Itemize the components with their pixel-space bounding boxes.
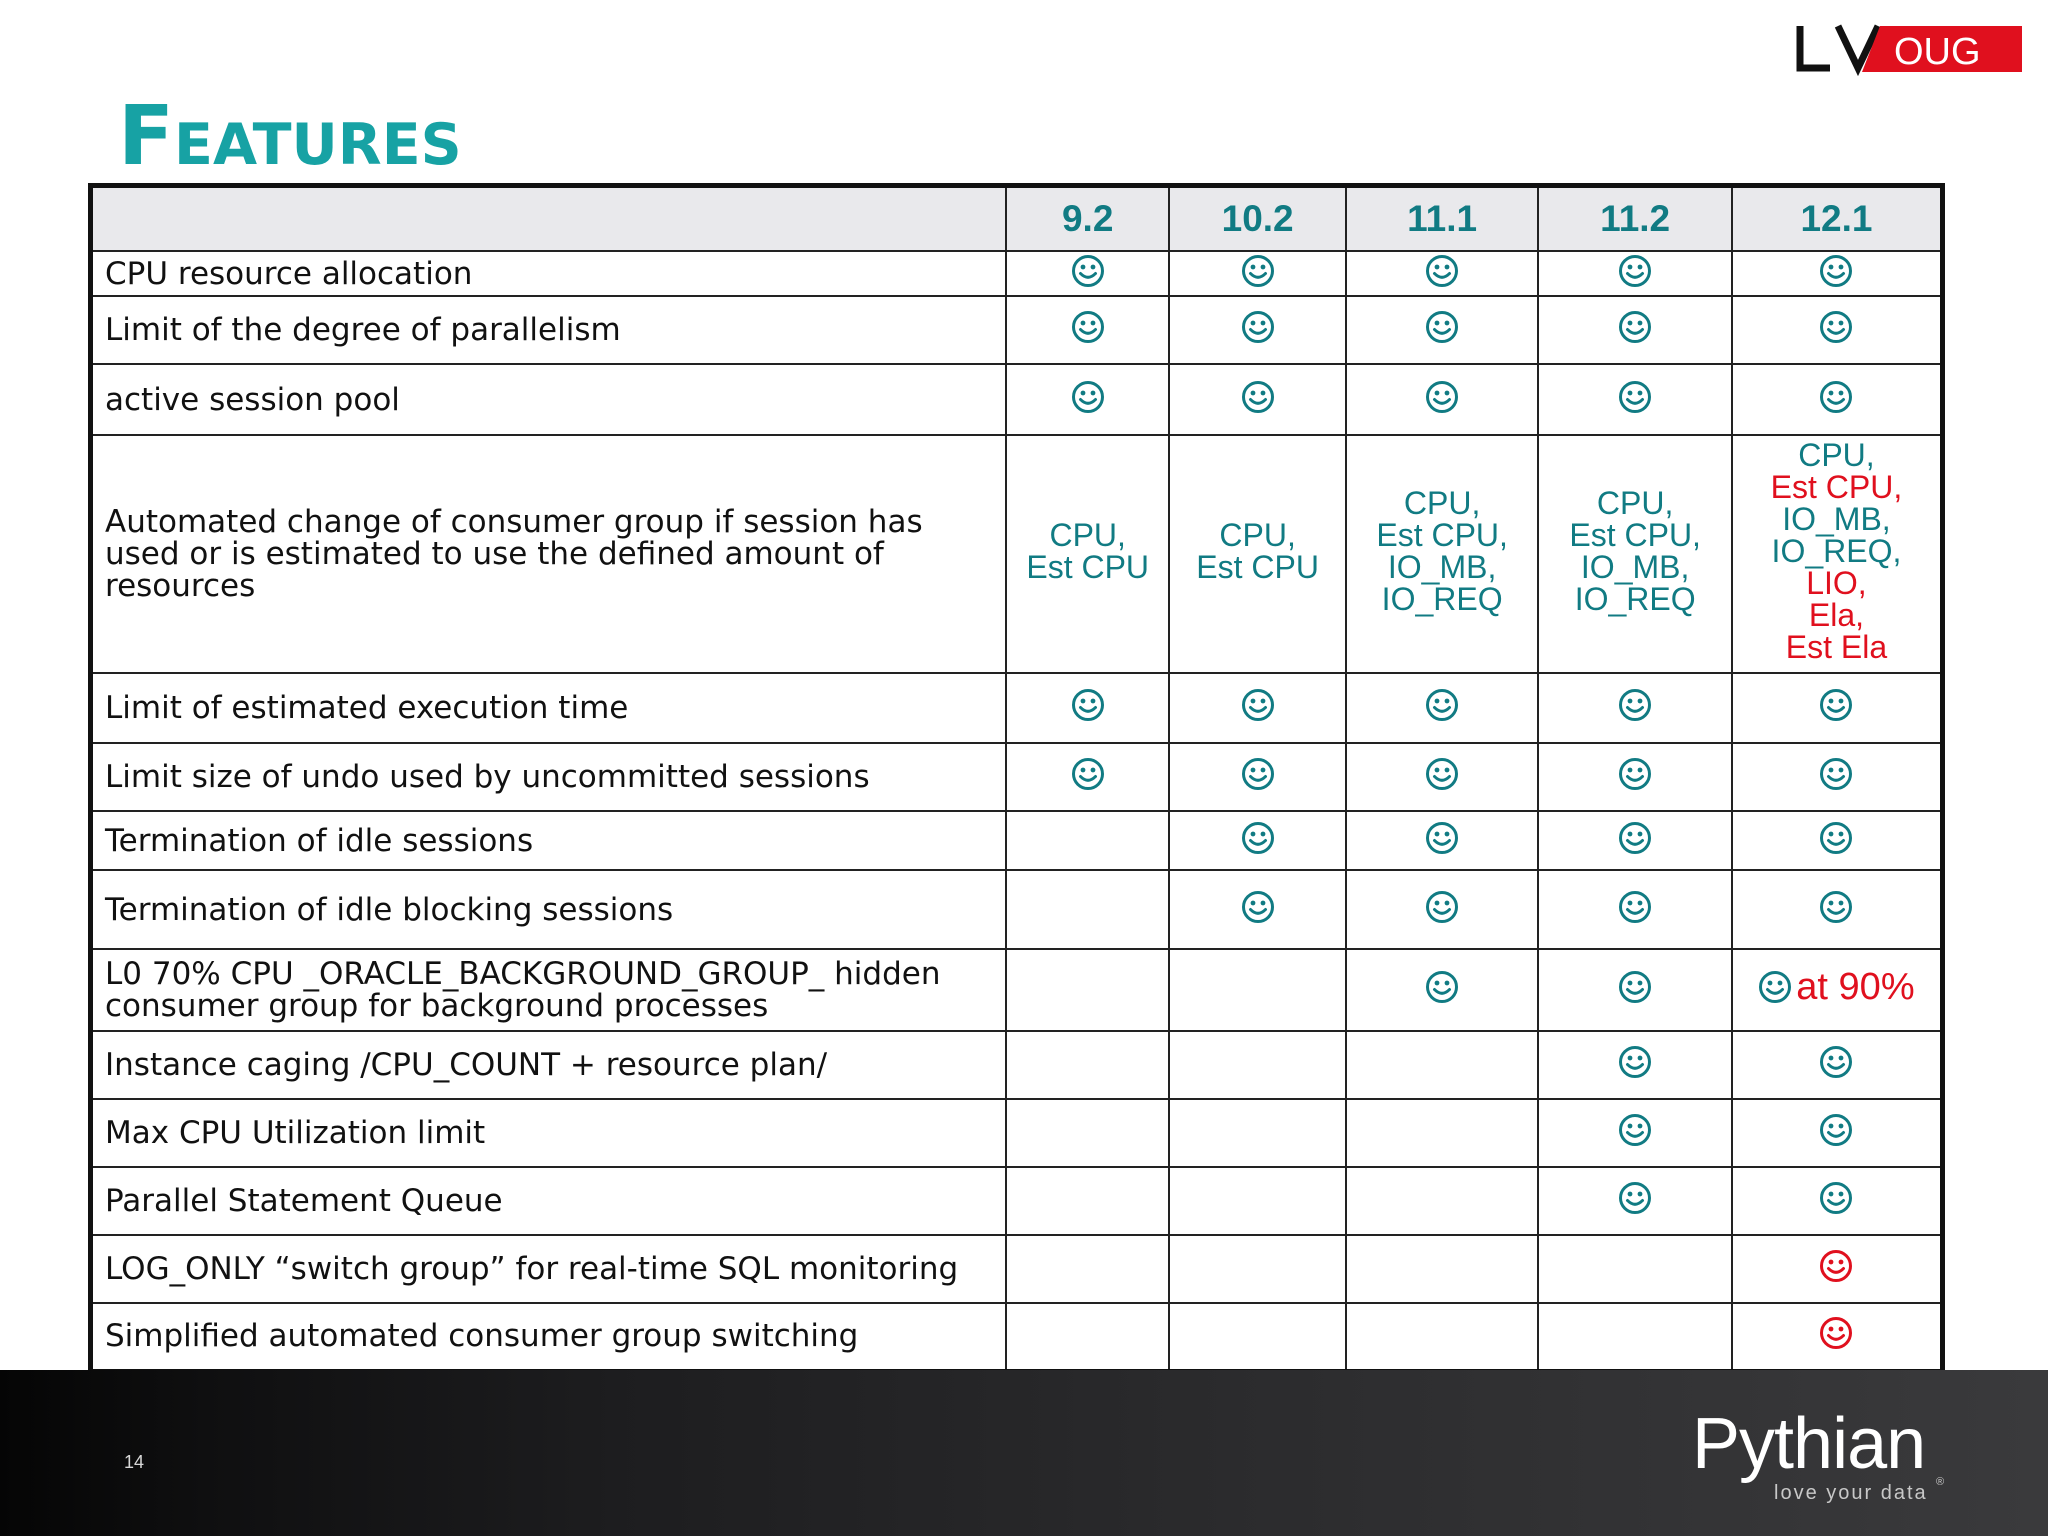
smiley-icon [1241,890,1275,924]
version-header: 9.2 [1006,186,1169,252]
cell-text: CPU, Est CPU [1196,517,1319,585]
cell-text: CPU, Est CPU, IO_MB, IO_REQ [1569,485,1701,617]
version-cell [1538,1099,1732,1167]
smiley-icon [1425,821,1459,855]
smiley-icon [1425,310,1459,344]
version-cell [1732,296,1943,364]
version-cell [1732,1235,1943,1303]
smiley-icon [1618,1045,1652,1079]
version-cell [1732,1031,1943,1099]
table-row [91,1167,1943,1235]
table-row [91,811,1943,870]
version-cell [1346,1099,1539,1167]
version-cell [1538,296,1732,364]
version-cell [1169,1167,1345,1235]
smiley-icon [1819,821,1853,855]
pythian-tagline: love your data [1774,1482,1928,1504]
smiley-icon [1618,254,1652,288]
version-cell [1538,949,1732,1031]
version-cell [1006,251,1169,296]
smiley-icon [1071,380,1105,414]
version-cell [1346,435,1539,673]
cell-text: CPU, Est CPU, IO_MB, IO_REQ [1376,485,1508,617]
features-table [88,183,1945,1374]
version-cell [1346,743,1539,811]
feature-name: Termination of idle blocking sessions [91,870,1006,949]
cell-note: at 90% [1796,965,1915,1008]
version-cell [1006,811,1169,870]
feature-column-header [91,186,1006,252]
version-cell [1732,1099,1943,1167]
smiley-icon [1241,688,1275,722]
feature-name: active session pool [91,364,1006,435]
version-cell [1006,743,1169,811]
smiley-icon [1241,380,1275,414]
header-row [91,186,1943,252]
version-cell [1006,1303,1169,1371]
version-cell [1346,870,1539,949]
smiley-icon [1618,380,1652,414]
smiley-icon [1071,688,1105,722]
smiley-icon [1758,970,1792,1004]
cell-text-line: Est CPU, [1770,469,1903,505]
feature-name: Instance caging /CPU_COUNT + resource plan/ [91,1031,1006,1099]
version-header: 10.2 [1169,186,1345,252]
version-cell [1732,811,1943,870]
page-number: 14 [124,1452,145,1472]
version-cell [1006,364,1169,435]
version-cell [1538,435,1732,673]
version-cell [1169,949,1345,1031]
feature-name: LOG_ONLY “switch group” for real-time SQL monitoring [91,1235,1006,1303]
smiley-icon [1071,757,1105,791]
smiley-icon [1618,890,1652,924]
version-cell [1538,1235,1732,1303]
smiley-icon [1241,757,1275,791]
table-row [91,870,1943,949]
table-row [91,1235,1943,1303]
table-row [91,1099,1943,1167]
feature-name: Termination of idle sessions [91,811,1006,870]
cell-text-line: LIO, [1806,565,1867,601]
version-cell [1346,949,1539,1031]
version-cell [1538,743,1732,811]
smiley-icon [1618,970,1652,1004]
smiley-icon [1819,254,1853,288]
feature-name: Limit size of undo used by uncommitted sessions [91,743,1006,811]
version-cell [1169,743,1345,811]
smiley-icon [1819,1113,1853,1147]
pythian-logo: Pythian [1692,1404,1926,1484]
version-cell [1169,1031,1345,1099]
version-cell [1346,1303,1539,1371]
smiley-icon [1819,688,1853,722]
version-cell [1006,1167,1169,1235]
version-cell [1006,673,1169,743]
version-cell [1006,296,1169,364]
table-row [91,435,1943,673]
smiley-icon [1071,254,1105,288]
table-row [91,364,1943,435]
smiley-icon [1819,1045,1853,1079]
page-title: Features [118,89,462,184]
smiley-icon [1425,254,1459,288]
version-cell [1346,1167,1539,1235]
version-cell [1732,364,1943,435]
feature-name: Limit of estimated execution time [91,673,1006,743]
feature-name: Automated change of consumer group if session has used or is estimated to use the defined amount of resources [91,435,1006,673]
version-cell [1346,1031,1539,1099]
version-cell [1538,251,1732,296]
table-row [91,743,1943,811]
cell-text-line: Est Ela [1785,629,1888,665]
version-cell [1732,870,1943,949]
version-cell [1732,743,1943,811]
version-cell [1346,811,1539,870]
version-cell [1169,364,1345,435]
cell-text: CPU, Est CPU [1026,517,1150,585]
version-cell [1346,296,1539,364]
smiley-icon [1618,688,1652,722]
version-cell [1538,364,1732,435]
version-cell [1169,811,1345,870]
version-cell [1538,1031,1732,1099]
version-cell [1732,251,1943,296]
smiley-icon [1241,821,1275,855]
feature-name: Parallel Statement Queue [91,1167,1006,1235]
version-cell [1006,870,1169,949]
smiley-icon [1819,757,1853,791]
version-cell [1346,251,1539,296]
smiley-icon [1618,310,1652,344]
version-header: 11.1 [1346,186,1539,252]
smiley-icon [1241,310,1275,344]
lvoug-logo [1796,22,2024,76]
version-cell [1538,870,1732,949]
version-cell [1169,251,1345,296]
version-cell [1538,1167,1732,1235]
version-cell [1346,673,1539,743]
table-row [91,296,1943,364]
version-cell [1538,1303,1732,1371]
version-cell [1006,949,1169,1031]
version-cell [1732,1167,1943,1235]
version-cell [1169,1099,1345,1167]
smiley-icon [1241,254,1275,288]
table-row [91,1031,1943,1099]
version-cell [1732,435,1943,673]
cell-text-line: CPU, [1798,437,1875,473]
smiley-icon [1819,1181,1853,1215]
smiley-icon [1618,1113,1652,1147]
version-cell [1169,1303,1345,1371]
smiley-icon [1819,380,1853,414]
smiley-icon [1425,970,1459,1004]
version-cell [1169,1235,1345,1303]
feature-name: Limit of the degree of parallelism [91,296,1006,364]
cell-text-line: Ela, [1808,597,1865,633]
smiley-icon [1819,1249,1853,1283]
version-cell [1732,1303,1943,1371]
version-header: 12.1 [1732,186,1943,252]
table-row [91,1303,1943,1371]
version-cell [1169,435,1345,673]
table-row [91,673,1943,743]
smiley-icon [1425,380,1459,414]
feature-name: Max CPU Utilization limit [91,1099,1006,1167]
version-cell [1169,870,1345,949]
cell-text-line: IO_MB, [1782,501,1891,537]
feature-name: CPU resource allocation [91,251,1006,296]
smiley-icon [1425,890,1459,924]
smiley-icon [1425,688,1459,722]
feature-name: Simplified automated consumer group switching [91,1303,1006,1371]
version-cell [1732,949,1943,1031]
smiley-icon [1425,757,1459,791]
table-row [91,949,1943,1031]
smiley-icon [1819,890,1853,924]
cell-text-line: IO_REQ, [1771,533,1902,569]
version-cell [1346,1235,1539,1303]
smiley-icon [1618,1181,1652,1215]
version-cell [1538,811,1732,870]
version-cell [1006,1235,1169,1303]
smiley-icon [1819,310,1853,344]
version-cell [1006,1031,1169,1099]
smiley-icon [1071,310,1105,344]
feature-name: L0 70% CPU _ORACLE_BACKGROUND_GROUP_ hidden consumer group for background processes [91,949,1006,1031]
version-cell [1169,673,1345,743]
smiley-icon [1618,757,1652,791]
version-cell [1732,673,1943,743]
version-cell [1006,435,1169,673]
version-cell [1169,296,1345,364]
smiley-icon [1819,1316,1853,1350]
version-cell [1006,1099,1169,1167]
registered-mark: ® [1936,1476,1945,1488]
smiley-icon [1618,821,1652,855]
version-cell [1538,673,1732,743]
table-row [91,251,1943,296]
logo-text: OUG [1894,31,1981,73]
version-header: 11.2 [1538,186,1732,252]
version-cell [1346,364,1539,435]
